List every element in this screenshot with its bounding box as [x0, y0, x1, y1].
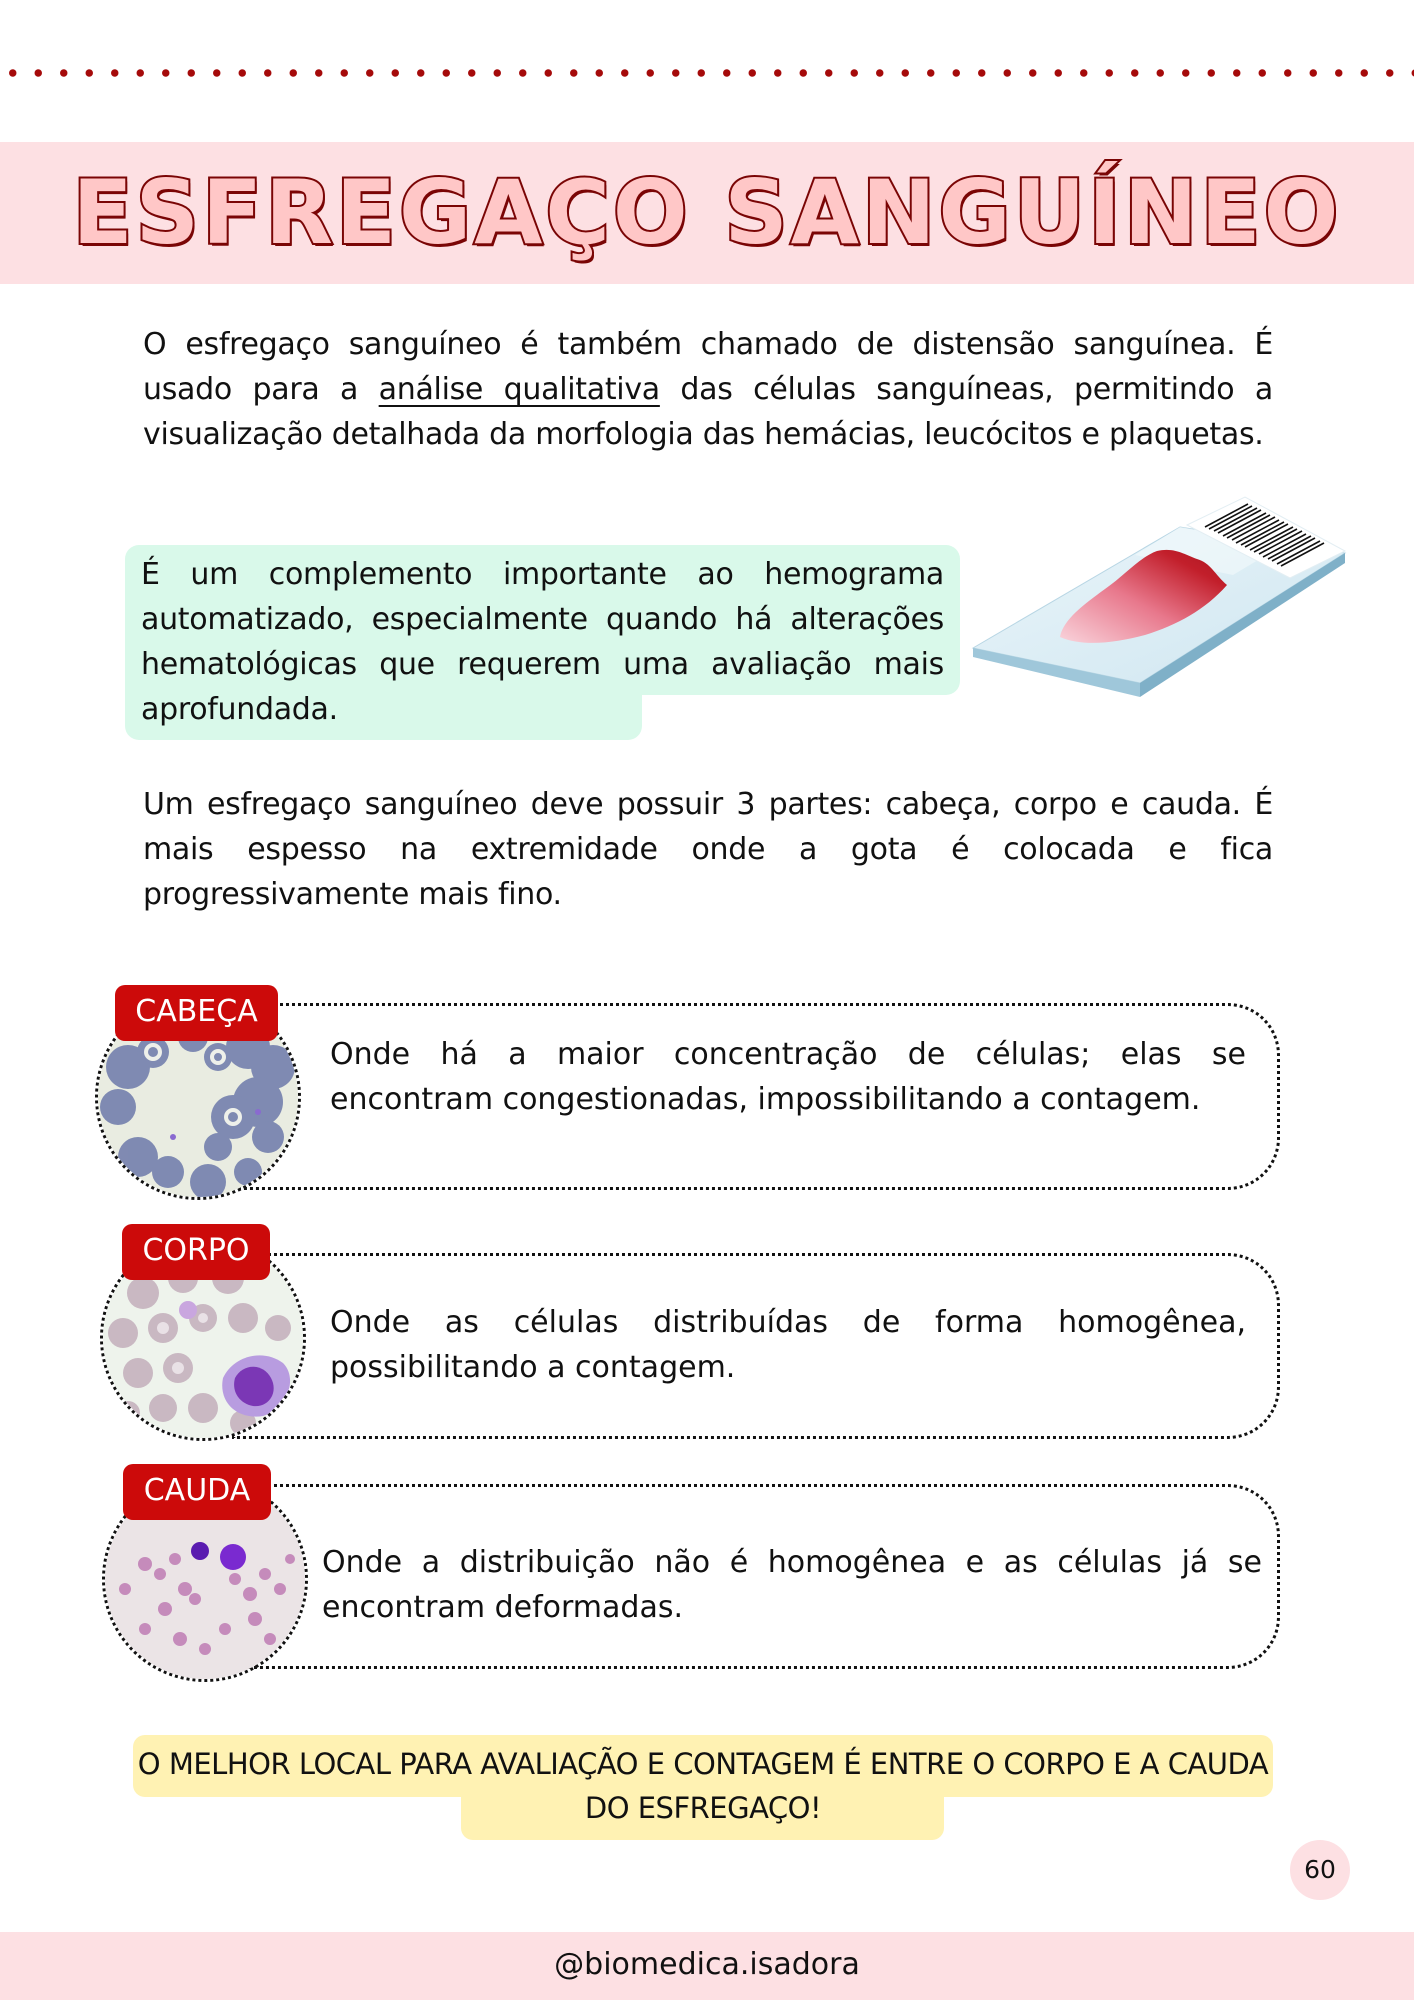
blood-smear-slide-icon — [965, 485, 1350, 715]
part-label-cauda: CAUDA — [123, 1464, 271, 1520]
part-description-corpo: Onde as células distribuídas de forma homogênea, possibilitando a contagem. — [330, 1305, 1246, 1385]
page-number: 60 — [1290, 1840, 1350, 1900]
part-description-cauda: Onde a distribuição não é homogênea e as células já se encontram deformadas. — [322, 1545, 1262, 1625]
underlined-term: análise qualitativa — [378, 372, 660, 407]
part-label-cabeca: CABEÇA — [115, 985, 278, 1041]
page-title: ESFREGAÇO SANGUÍNEO — [72, 161, 1342, 264]
highlight-text: É um complemento importante ao hemograma automatizado, especialmente quando há alterações hematológicas que requerem uma avaliação mais aprofundada. — [141, 557, 944, 727]
intro-text-end: das células sanguíneas, permitindo a visualização detalhada da morfologia das hemácias, leucócitos e plaquetas. — [143, 372, 1273, 452]
footer-handle: @biomedica.isadora — [554, 1947, 860, 1982]
intro-paragraph — [143, 322, 1273, 457]
callout-text: O MELHOR LOCAL PARA AVALIAÇÃO E CONTAGEM É ENTRE O CORPO E A CAUDA DO ESFREGAÇO! — [137, 1747, 1269, 1825]
slide-illustration — [965, 485, 1350, 715]
dotted-divider — [0, 67, 1414, 79]
parts-intro-paragraph: Um esfregaço sanguíneo deve possuir 3 partes: cabeça, corpo e cauda. É mais espesso na extremidade onde a gota é colocada e fica progressivamente mais fino. — [143, 787, 1273, 912]
intro-text-start: O esfregaço sanguíneo é também chamado de distensão sanguínea. É usado para a — [143, 327, 1273, 407]
part-description-cabeca: Onde há a maior concentração de células; elas se encontram congestionadas, impossibilitando a contagem. — [330, 1037, 1246, 1117]
part-label-corpo: CORPO — [122, 1224, 270, 1280]
